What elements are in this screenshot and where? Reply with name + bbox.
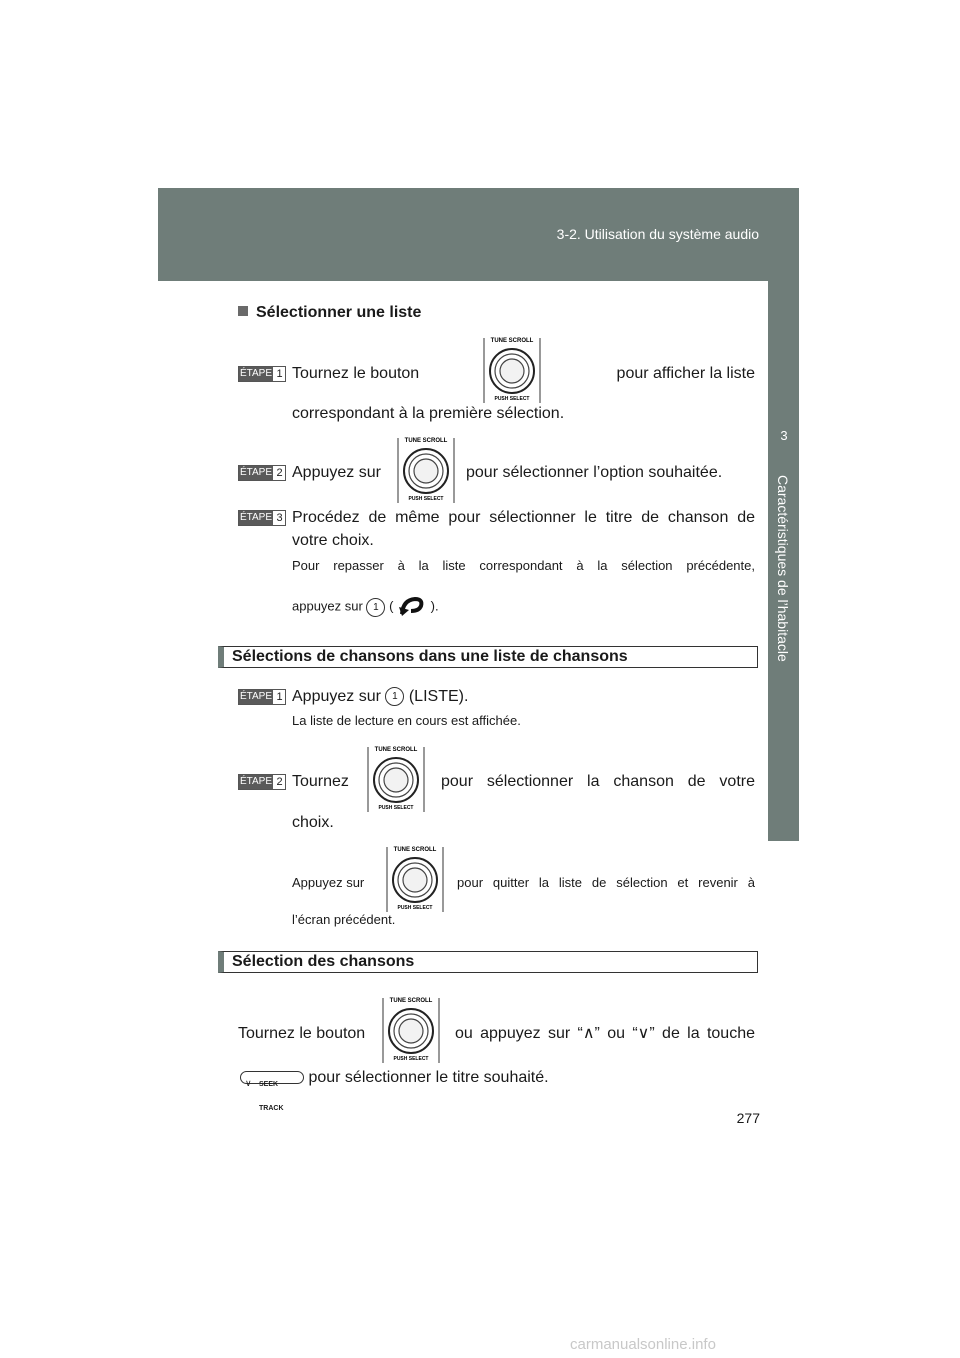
step-text: votre choix. — [292, 532, 374, 549]
preset-button-icon: 1 — [385, 687, 404, 706]
step-text: Appuyez sur 1 (LISTE). — [292, 688, 469, 705]
svg-text:TUNE SCROLL: TUNE SCROLL — [374, 747, 418, 753]
step-text: pour sélectionner l’option souhaitée. — [466, 464, 723, 481]
step-badge: ÉTAPE 2 — [238, 774, 286, 795]
square-bullet-icon — [238, 306, 248, 316]
chapter-label: Caractéristiques de l’habitacle — [775, 475, 791, 662]
svg-text:TUNE SCROLL: TUNE SCROLL — [490, 338, 534, 344]
preset-button-icon: 1 — [366, 598, 385, 617]
note-text: l’écran précédent. — [292, 912, 396, 927]
step-text: Appuyez sur — [292, 464, 381, 481]
svg-text:TUNE SCROLL: TUNE SCROLL — [393, 847, 437, 853]
seek-track-button-icon: ∨ SEEK TRACK — [240, 1071, 304, 1084]
step-badge: ÉTAPE 3 — [238, 510, 286, 531]
page-number: 277 — [736, 1110, 760, 1126]
tune-scroll-knob-icon — [366, 742, 426, 812]
note-text: Appuyez sur — [292, 875, 365, 890]
note-text: pour quitter la liste de sélection et revenir à — [457, 875, 755, 890]
step-badge: ÉTAPE 1 — [238, 689, 286, 710]
section-heading: Sélection des chansons — [218, 951, 758, 973]
watermark: carmanualsonline.info — [570, 1336, 716, 1353]
step-badge: ÉTAPE 1 — [238, 366, 286, 387]
body-text: ou appuyez sur “∧” ou “∨” de la touche — [455, 1025, 755, 1042]
svg-text:PUSH SELECT: PUSH SELECT — [494, 396, 530, 402]
step-text: Procédez de même pour sélectionner le titre de chanson de — [292, 509, 755, 526]
step-text: choix. — [292, 814, 334, 831]
section-heading: Sélections de chansons dans une liste de chansons — [218, 646, 758, 668]
note-text: La liste de lecture en cours est affichée. — [292, 713, 521, 728]
svg-text:PUSH SELECT: PUSH SELECT — [408, 496, 444, 502]
step-text: Tournez le bouton — [292, 365, 420, 382]
note-text: appuyez sur 1 ( ). — [292, 594, 439, 620]
svg-text:PUSH SELECT: PUSH SELECT — [378, 805, 414, 811]
back-arrow-icon — [397, 594, 427, 620]
tune-scroll-knob-icon — [385, 842, 445, 912]
chapter-number: 3 — [780, 428, 788, 443]
step-badge: ÉTAPE 2 — [238, 465, 286, 486]
tune-scroll-knob-icon — [482, 333, 542, 403]
note-text: Pour repasser à la liste correspondant à la sélection précédente, — [292, 558, 755, 573]
step-text: pour afficher la liste — [616, 365, 755, 382]
tune-scroll-knob-icon — [396, 433, 456, 503]
section-title: 3-2. Utilisation du système audio — [556, 226, 759, 242]
svg-text:TUNE SCROLL: TUNE SCROLL — [404, 438, 448, 444]
subheading-select-list: Sélectionner une liste — [238, 304, 421, 322]
svg-text:PUSH SELECT: PUSH SELECT — [393, 1056, 429, 1062]
step-text: Tournez — [292, 773, 349, 790]
svg-text:PUSH SELECT: PUSH SELECT — [397, 905, 433, 911]
header-band — [158, 188, 799, 281]
svg-text:TUNE SCROLL: TUNE SCROLL — [389, 998, 433, 1004]
body-text: ∨ SEEK TRACK pour sélectionner le titre souhaité. — [240, 1066, 549, 1090]
body-text: Tournez le bouton — [238, 1025, 366, 1042]
tune-scroll-knob-icon — [381, 993, 441, 1063]
step-text: correspondant à la première sélection. — [292, 405, 565, 422]
step-text: pour sélectionner la chanson de votre — [441, 773, 755, 790]
